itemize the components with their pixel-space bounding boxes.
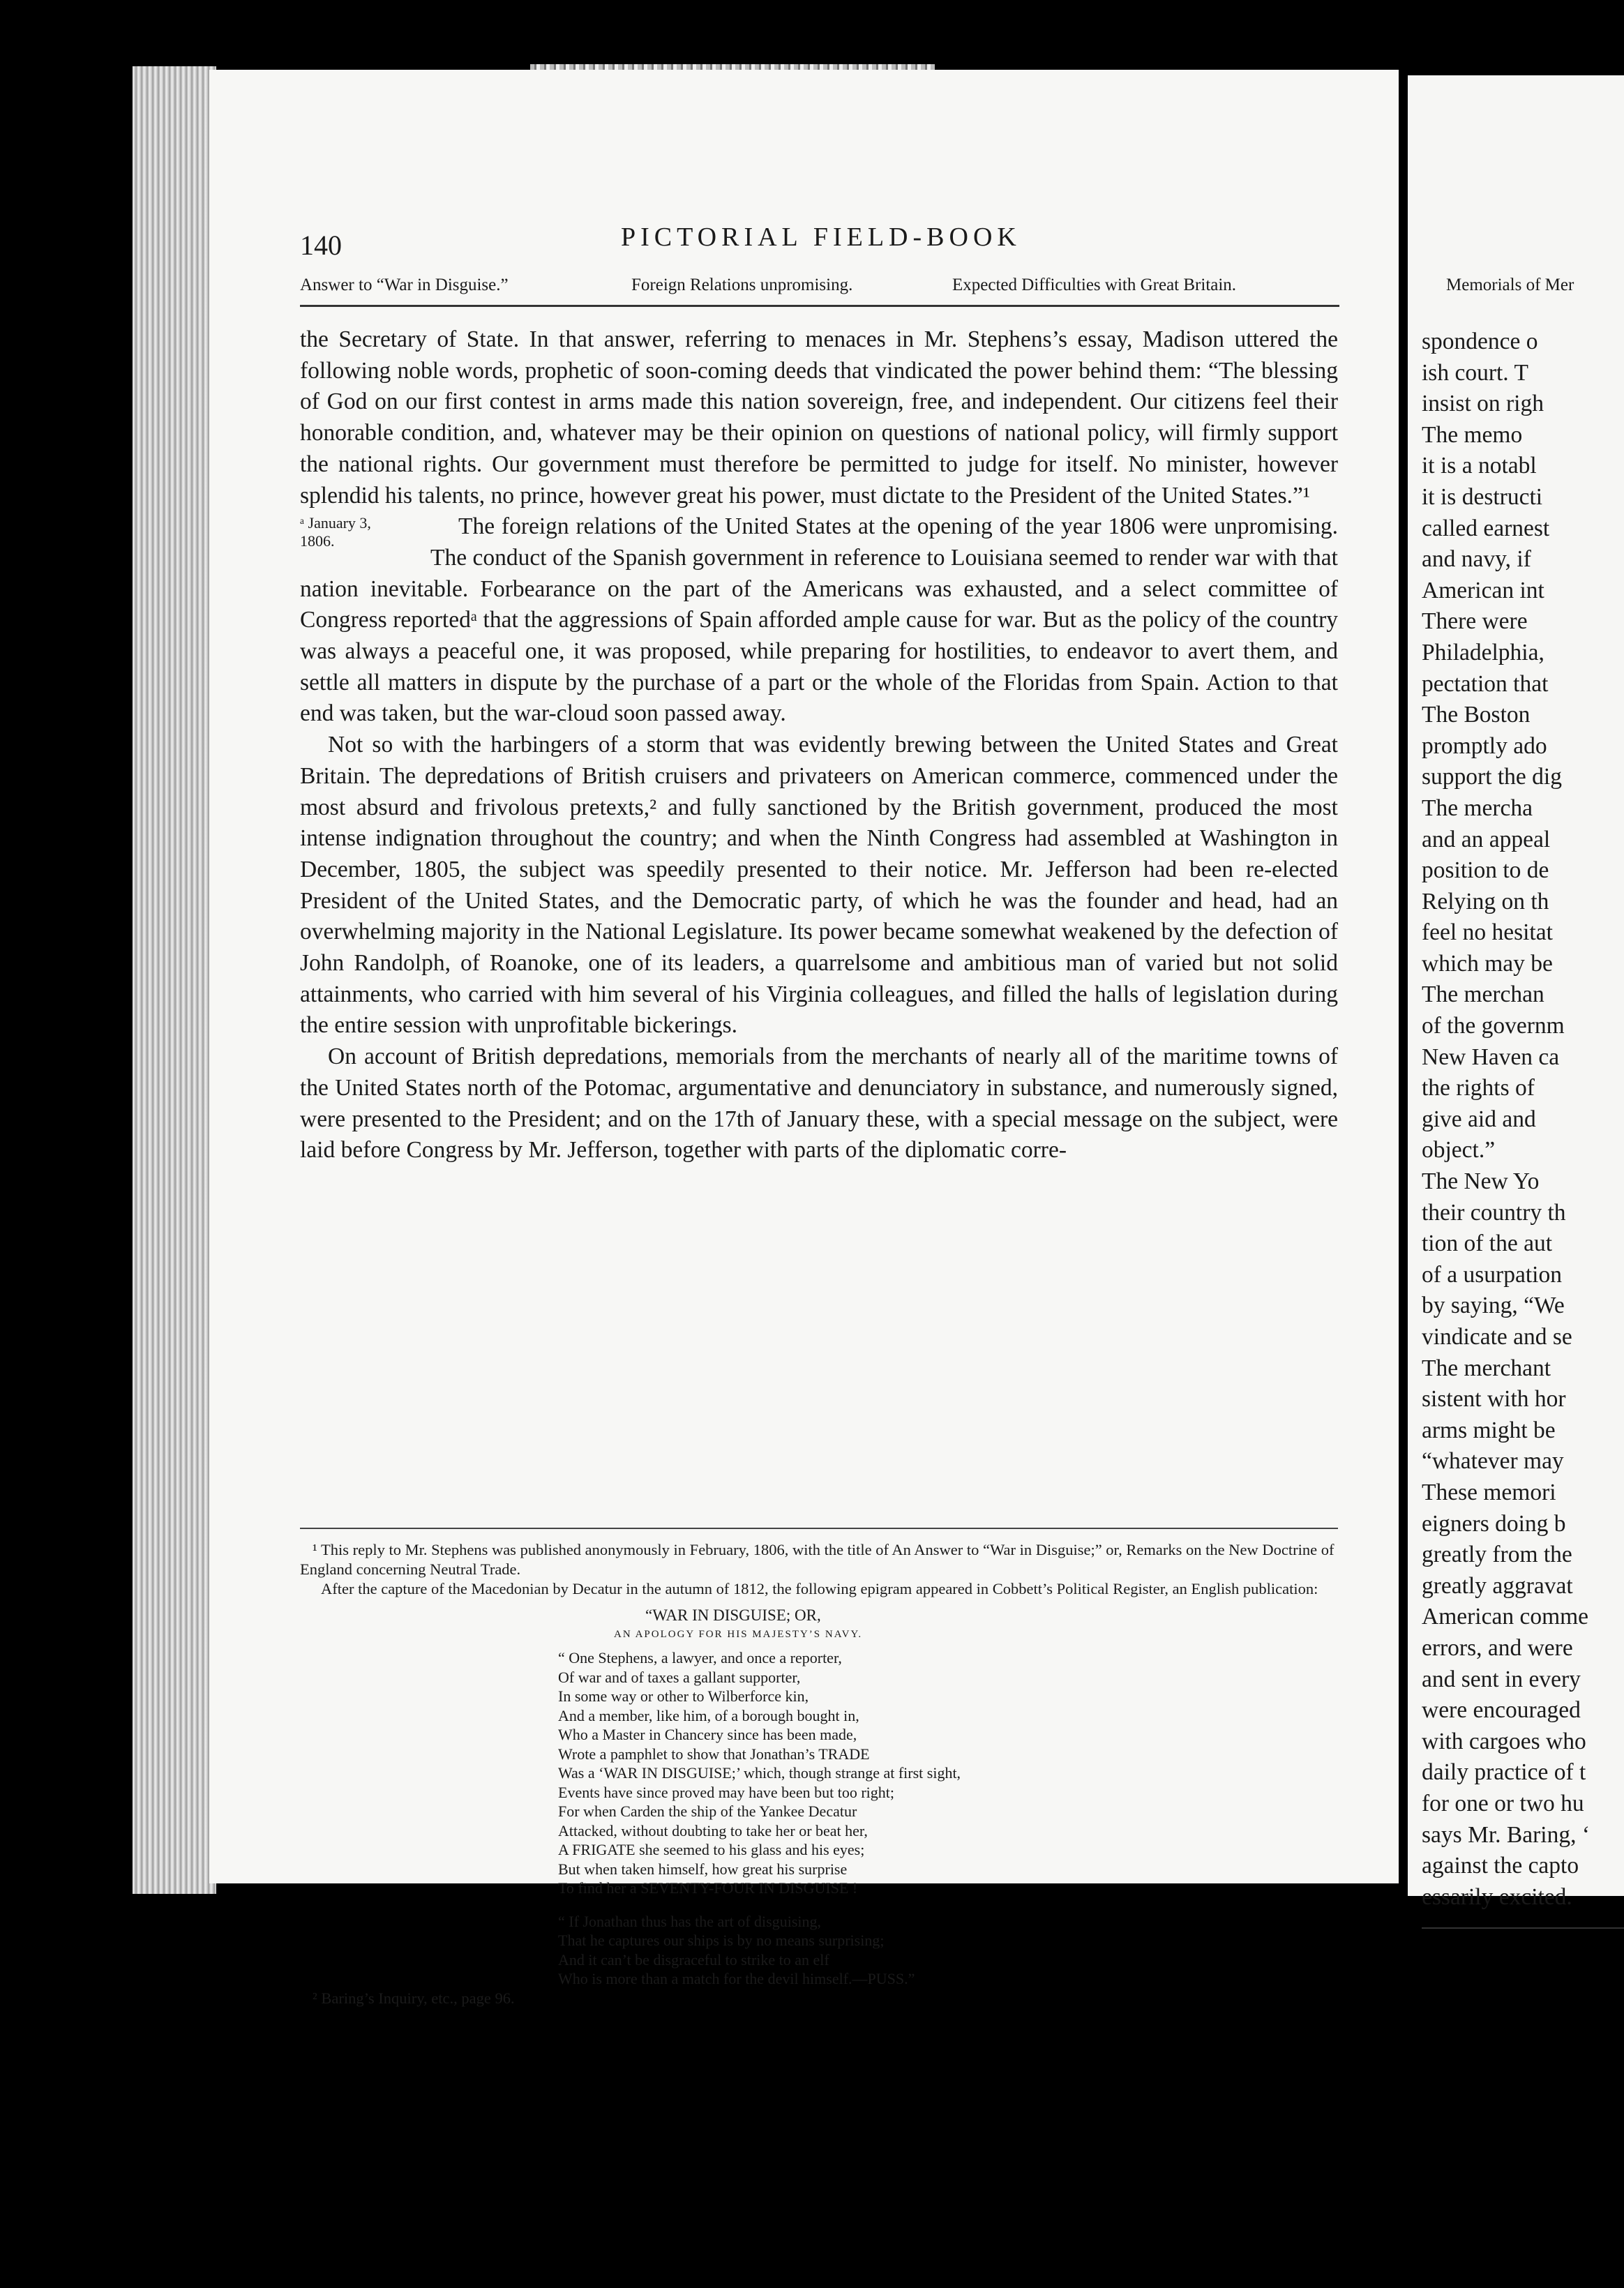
right-page-line: American int	[1422, 577, 1544, 603]
footnote-1-continued: After the capture of the Macedonian by Decatur in the autumn of 1812, the following epigram appeared in Cobbett’s Political Register, an English publication:	[321, 1580, 1318, 1597]
poem-line: Who is more than a match for the devil himself.—PUSS.”	[558, 1970, 915, 1987]
footnotes	[300, 1528, 1338, 2008]
right-page-line: of the governm	[1422, 1013, 1565, 1039]
right-page-line: New Haven ca	[1422, 1044, 1560, 1070]
right-page-line: against the capto	[1422, 1853, 1579, 1879]
poem-line: But when taken himself, how great his surprise	[558, 1860, 848, 1878]
right-page-rule	[1422, 1927, 1624, 1929]
sidenote-line: ᵃ January 3,	[300, 514, 371, 532]
right-page-line: the rights of	[1422, 1075, 1535, 1101]
paragraph-with-sidenote	[300, 511, 1338, 730]
poem-line: “ One Stephens, a lawyer, and once a reporter,	[558, 1649, 842, 1666]
right-page-header: Memorials of Mer	[1446, 276, 1574, 294]
poem-line: “ If Jonathan thus has the art of disguising,	[558, 1912, 821, 1930]
right-page-text	[1422, 326, 1590, 1913]
poem-line: Wrote a pamphlet to show that Jonathan’s TRADE	[558, 1745, 870, 1763]
right-page-line: There were	[1422, 608, 1528, 635]
right-page-line: daily practice of t	[1422, 1759, 1586, 1786]
sidenote	[300, 514, 422, 550]
right-page-line: “whatever may	[1422, 1448, 1564, 1475]
right-page-line: with cargoes who	[1422, 1728, 1586, 1754]
poem-line: That he captures our ships is by no means surprising;	[558, 1932, 885, 1949]
poem-line: And it can’t be disgraceful to strike to an elf	[558, 1950, 829, 1969]
right-page-line: insist on righ	[1422, 391, 1544, 417]
right-page-line: arms might be	[1422, 1417, 1556, 1443]
right-page-line: object.”	[1422, 1137, 1496, 1164]
poem-line: Was a ‘WAR IN DISGUISE;’ which, though strange at first sight,	[558, 1764, 961, 1782]
right-page-line: for one or two hu	[1422, 1790, 1584, 1816]
right-page-line: The mercha	[1422, 795, 1533, 821]
book-page-edges	[133, 66, 216, 1894]
right-page-line: of a usurpation	[1422, 1261, 1562, 1288]
poem-line: Events have since proved may have been but too right;	[558, 1783, 895, 1801]
right-page-line: by saying, “We	[1422, 1293, 1565, 1319]
right-page-line: promptly ado	[1422, 732, 1547, 759]
footnote-1: ¹ This reply to Mr. Stephens was published anonymously in February, 1806, with the title of An Answer to “War in Disguise;” or, Remarks on the New Doctrine of England concerning Neutral Trade.	[300, 1541, 1334, 1578]
poem-line: Of war and of taxes a gallant supporter,	[558, 1668, 801, 1686]
poem-line: In some way or other to Wilberforce kin,	[558, 1687, 809, 1705]
right-page-line: Relying on th	[1422, 888, 1549, 915]
right-page-line: The Boston	[1422, 702, 1531, 728]
right-page-line: were encouraged	[1422, 1697, 1581, 1724]
right-page-line: called earnest	[1422, 515, 1550, 541]
poem-title: “WAR IN DISGUISE; OR,	[645, 1606, 821, 1624]
right-page-line: and navy, if	[1422, 546, 1531, 573]
poem-subtitle: AN APOLOGY FOR HIS MAJESTY’S NAVY.	[614, 1628, 863, 1640]
poem-line: To find her a SEVENTY-FOUR IN DISGUISE !	[558, 1879, 858, 1897]
right-page-line: it is a notabl	[1422, 453, 1537, 479]
paragraph-text: The foreign relations of the United States at the opening of the year 1806 were unpromising. The conduct of the Spanish government in reference to Louisiana seemed to render war with that nation inevitable. Forbearance on the part of the Americans was exhausted, and a select committee of Congress reportedᵃ that the aggressions of Spain afforded ample cause for war. But as the policy of the country was always a peaceful one, it was proposed, while preparing for hostilities, to endeavor to avert them, and settle all matters in dispute by the purchase of a part or the whole of the Floridas from Spain. Action to that end was taken, but the war-cloud soon passed away.	[300, 513, 1338, 727]
right-page-line: support the dig	[1422, 764, 1562, 790]
right-page-line: eigners doing b	[1422, 1510, 1566, 1537]
footnote-2: ² Baring’s Inquiry, etc., page 96.	[313, 1989, 515, 2007]
right-page-line: The merchan	[1422, 981, 1544, 1008]
poem-stanza-1	[558, 1648, 1338, 1898]
right-page-line: tion of the aut	[1422, 1230, 1552, 1257]
right-page	[1408, 75, 1624, 1910]
epigram-poem	[558, 1606, 1338, 1989]
right-page-line: sistent with hor	[1422, 1386, 1566, 1413]
right-page-line: give aid and	[1422, 1106, 1536, 1132]
right-page-line: These memori	[1422, 1479, 1556, 1505]
right-page-line: says Mr. Baring, ‘	[1422, 1821, 1590, 1848]
right-page-line: their country th	[1422, 1199, 1566, 1226]
paragraph: Not so with the harbingers of a storm that was evidently brewing between the United States and Great Britain. The depredations of British cruisers and privateers on American commerce, commenced under the most absurd and frivolous pretexts,² and fully sanctioned by the British government, produced the most intense indignation throughout the country; and when the Ninth Congress had assembled at Washington in December, 1805, the subject was speedily presented to their notice. Mr. Jefferson had been re-elected President of the United States, and the Democratic party, of which he was the founder and head, had an overwhelming majority in the National Legislature. Its power became somewhat weakened by the defection of John Randolph, of Roanoke, one of its leaders, a quarrelsome and ambitious man of varied but not solid attainments, who carried with him several of his Virginia colleagues, and filled the halls of legislation during the entire session with unprofitable bickerings.	[300, 732, 1338, 1039]
poem-line: And a member, like him, of a borough bought in,	[558, 1706, 859, 1724]
poem-stanza-2	[558, 1912, 1338, 1989]
right-page-line: greatly from the	[1422, 1542, 1572, 1568]
right-page-line: The New Yo	[1422, 1168, 1540, 1195]
header-left: Answer to “War in Disguise.”	[300, 276, 509, 294]
poem-line: For when Carden the ship of the Yankee Decatur	[558, 1802, 857, 1820]
right-page-line: and an appeal	[1422, 826, 1551, 852]
right-page-line: spondence o	[1422, 329, 1538, 354]
page-header	[300, 269, 1339, 307]
right-page-line: position to de	[1422, 857, 1549, 884]
right-page-line: Philadelphia,	[1422, 639, 1544, 665]
poem-line: Attacked, without doubting to take her or beat her,	[558, 1821, 868, 1839]
running-title: PICTORIAL FIELD-BOOK	[621, 223, 1021, 252]
right-page-line: ish court. T	[1422, 359, 1528, 386]
paragraph: the Secretary of State. In that answer, referring to menaces in Mr. Stephens’s essay, Madison uttered the following noble words, prophetic of soon-coming deeds that vindicated the power behind them: “The blessing of God on our first contest in arms made this nation sovereign, free, and independent. Our citizens feel their honorable condition, and, whatever may be their opinion on questions of national policy, will firmly support the national rights. Our government must therefore be permitted to judge for itself. No minister, however splendid his talents, no prince, however great his power, must dictate to the President of the United States.”¹	[300, 326, 1338, 509]
right-page-line: pectation that	[1422, 670, 1549, 697]
poem-line: A FRIGATE she seemed to his glass and his eyes;	[558, 1841, 865, 1858]
header-right: Expected Difficulties with Great Britain.	[952, 276, 1237, 294]
poem-line: Who a Master in Chancery since has been made,	[558, 1726, 857, 1743]
right-page-line: The merchant	[1422, 1355, 1551, 1381]
right-page-line: essarily excited.	[1422, 1883, 1572, 1910]
body-text	[300, 324, 1338, 1166]
left-page	[209, 70, 1399, 2007]
right-page-line: feel no hesitat	[1422, 919, 1553, 946]
right-page-line: The memo	[1422, 421, 1523, 448]
right-page-line: vindicate and se	[1422, 1324, 1572, 1350]
right-page-line: which may be	[1422, 950, 1553, 977]
right-page-line: it is destructi	[1422, 483, 1543, 510]
paragraph: On account of British depredations, memorials from the merchants of nearly all of the maritime towns of the United States north of the Potomac, argumentative and denunciatory in substance, and numerously signed, were presented to the President; and on the 17th of January these, with a special message on the subject, were laid before Congress by Mr. Jefferson, together with parts of the diplomatic corre-	[300, 1044, 1338, 1164]
sidenote-line: 1806.	[300, 532, 335, 550]
header-center: Foreign Relations unpromising.	[631, 276, 853, 294]
right-page-line: American comme	[1422, 1604, 1589, 1630]
page-number: 140	[300, 229, 342, 261]
right-page-line: and sent in every	[1422, 1666, 1581, 1692]
right-page-line: greatly aggravat	[1422, 1572, 1573, 1599]
right-page-line: errors, and were	[1422, 1634, 1573, 1661]
